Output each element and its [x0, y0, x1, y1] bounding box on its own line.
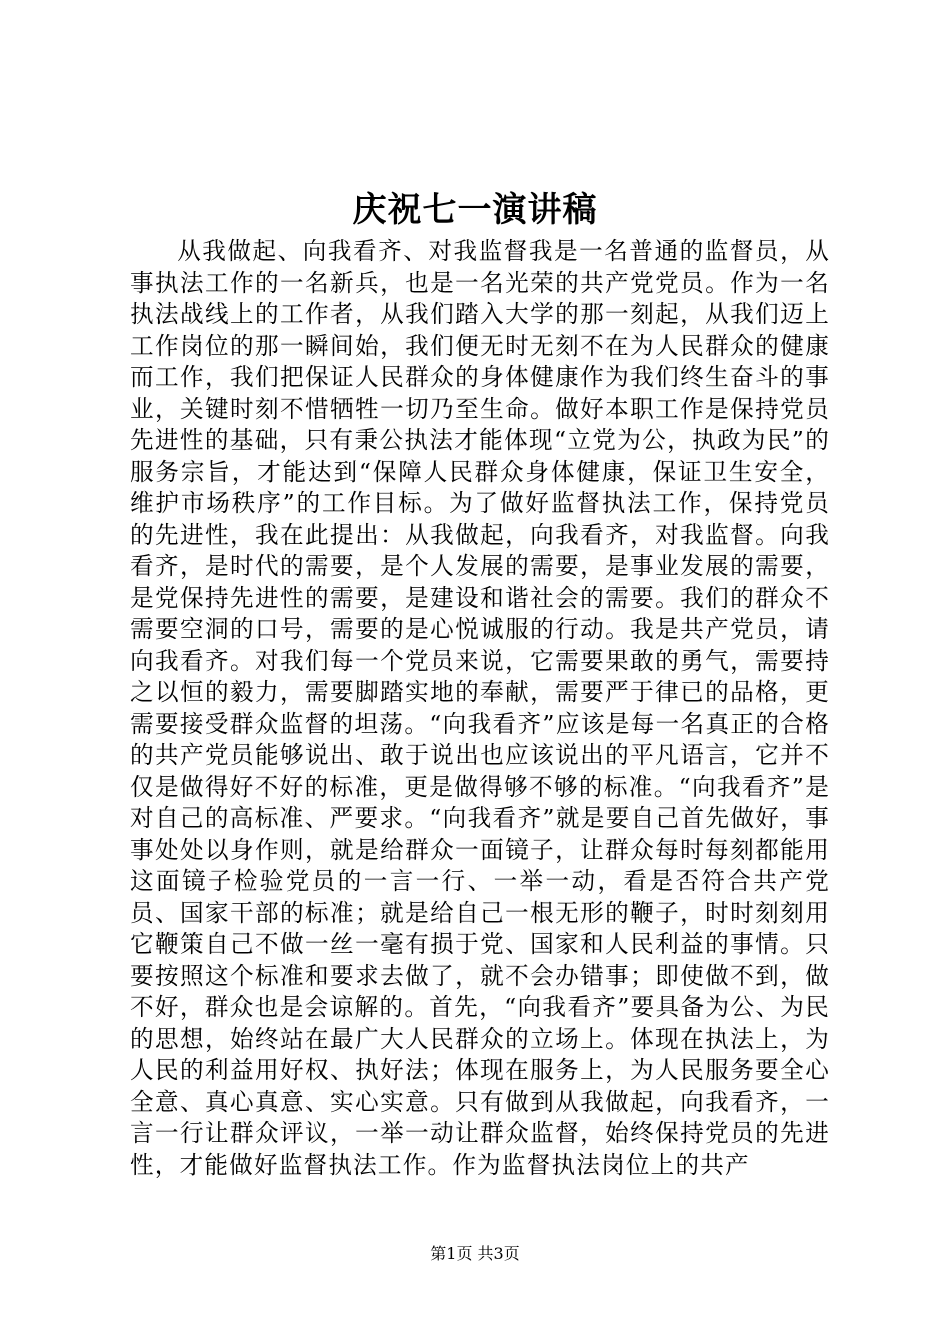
page-footer: 第1页 共3页: [430, 1244, 520, 1263]
document-body-paragraph: 从我做起、向我看齐、对我监督我是一名普通的监督员，从事执法工作的一名新兵，也是一名光荣的共产党党员。作为一名执法战线上的工作者，从我们踏入大学的那一刻起，从我们迈上工作岗位的那一瞬间始，我们便无时无刻不在为人民群众的健康而工作，我们把保证人民群众的身体健康作为我们终生奋斗的事业，关键时刻不惜牺牲一切乃至生命。做好本职工作是保持党员先进性的基础，只有秉公执法才能体现“立党为公，执政为民”的服务宗旨，才能达到“保障人民群众身体健康，保证卫生安全，维护市场秩序”的工作目标。为了做好监督执法工作，保持党员的先进性，我在此提出：从我做起，向我看齐，对我监督。向我看齐，是时代的需要，是个人发展的需要，是事业发展的需要，是党保持先进性的需要，是建设和谐社会的需要。我们的群众不需要空洞的口号，需要的是心悦诚服的行动。我是共产党员，请向我看齐。对我们每一个党员来说，它需要果敢的勇气，需要持之以恒的毅力，需要脚踏实地的奉献，需要严于律已的品格，更需要接受群众监督的坦荡。“向我看齐”应该是每一名真正的合格的共产党员能够说出、敢于说出也应该说出的平凡语言，它并不仅是做得好不好的标准，更是做得够不够的标准。“向我看齐”是对自己的高标准、严要求。“向我看齐”就是要自己首先做好，事事处处以身作则，就是给群众一面镜子，让群众每时每刻都能用这面镜子检验党员的一言一行、一举一动，看是否符合共产党员、国家干部的标准；就是给自己一根无形的鞭子，时时刻刻用它鞭策自己不做一丝一毫有损于党、国家和人民利益的事情。只要按照这个标准和要求去做了，就不会办错事；即使做不到，做不好，群众也是会谅解的。首先，“向我看齐”要具备为公、为民的思想，始终站在最广大人民群众的立场上。体现在执法上，为人民的利益用好权、执好法；体现在服务上，为人民服务要全心全意、真心真意、实心实意。只有做到从我做起，向我看齐，一言一行让群众评议，一举一动让群众监督，始终保持党员的先进性，才能做好监督执法工作。作为监督执法岗位上的共产: [130, 237, 830, 1179]
document-title: 庆祝七一演讲稿: [352, 190, 598, 230]
